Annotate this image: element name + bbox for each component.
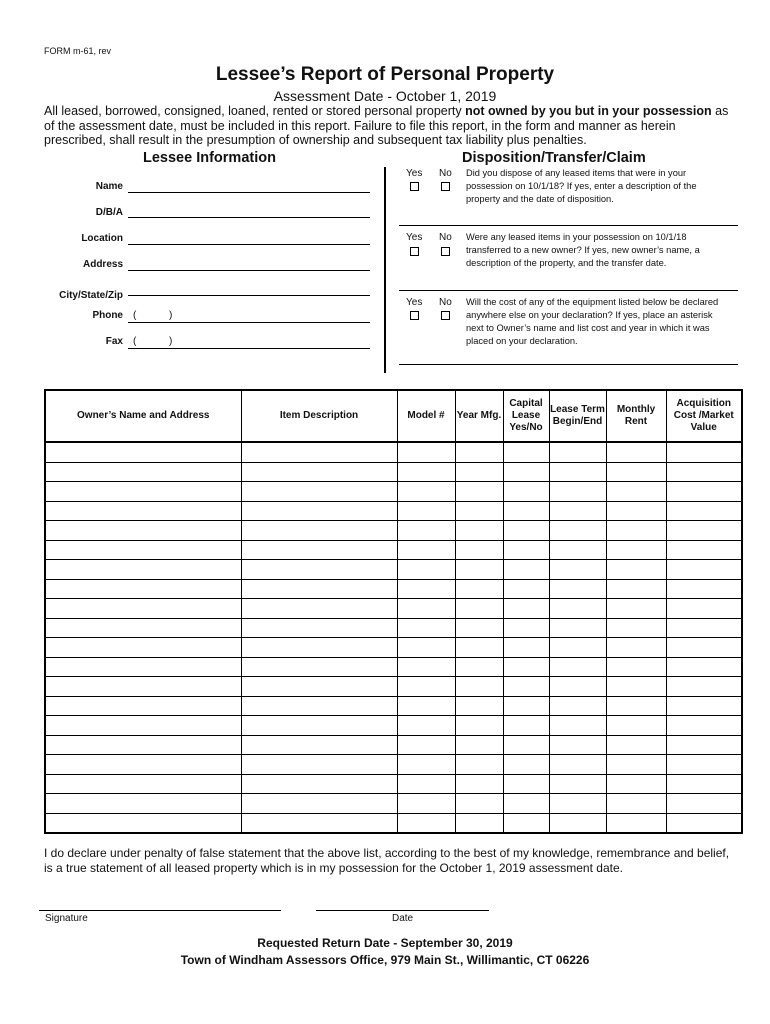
q2-yes-checkbox[interactable] xyxy=(410,247,419,256)
col-item-description: Item Description xyxy=(241,390,397,442)
form-code: FORM m-61, rev xyxy=(44,46,112,56)
table-cell[interactable] xyxy=(606,462,666,482)
name-label: Name xyxy=(95,181,123,192)
table-cell[interactable] xyxy=(45,657,241,677)
table-cell[interactable] xyxy=(503,462,549,482)
table-cell[interactable] xyxy=(549,716,606,736)
declaration-text: I do declare under penalty of false statement that the above list, according to the best of my knowledge, remembrance and belief, is a true statement of all leased property which is in my possession for the October 1, 2019 assessment date. xyxy=(44,846,730,875)
table-cell[interactable] xyxy=(455,755,503,775)
intro-paragraph xyxy=(44,104,734,148)
city-label: City/State/Zip xyxy=(59,290,123,301)
table-cell[interactable] xyxy=(549,774,606,794)
table-cell[interactable] xyxy=(503,716,549,736)
table-cell[interactable] xyxy=(397,813,455,833)
table-cell[interactable] xyxy=(241,560,397,580)
table-cell[interactable] xyxy=(45,521,241,541)
table-cell[interactable] xyxy=(45,442,241,462)
table-cell[interactable] xyxy=(503,677,549,697)
table-cell[interactable] xyxy=(549,540,606,560)
table-row xyxy=(45,618,742,638)
table-cell[interactable] xyxy=(549,579,606,599)
q2-no-label: No xyxy=(439,232,452,243)
table-cell[interactable] xyxy=(45,462,241,482)
table-cell[interactable] xyxy=(666,638,742,658)
table-cell[interactable] xyxy=(606,540,666,560)
table-cell[interactable] xyxy=(455,716,503,736)
q1-no-checkbox[interactable] xyxy=(441,182,450,191)
table-row xyxy=(45,716,742,736)
q1-divider xyxy=(399,225,738,226)
table-header-row xyxy=(45,390,742,442)
date-line[interactable] xyxy=(316,910,489,911)
col-acquisition-cost: Acquisition Cost /Market Value xyxy=(666,390,742,442)
intro-text-2: as of the assessment date, must be included in this report. Failure to file this report, in the form and manner as herein prescribed, shall result in the presumption of ownership and subsequent tax liability plus penalties. xyxy=(44,104,729,147)
table-cell[interactable] xyxy=(397,794,455,814)
table-cell[interactable] xyxy=(397,482,455,502)
table-cell[interactable] xyxy=(503,813,549,833)
fax-label: Fax xyxy=(105,336,123,347)
table-cell[interactable] xyxy=(455,774,503,794)
signature-line[interactable] xyxy=(39,910,281,911)
dba-label: D/B/A xyxy=(95,207,123,218)
table-cell[interactable] xyxy=(606,696,666,716)
table-cell[interactable] xyxy=(397,462,455,482)
table-cell[interactable] xyxy=(45,482,241,502)
table-cell[interactable] xyxy=(549,599,606,619)
col-lease-term: Lease Term Begin/End xyxy=(549,390,606,442)
table-row xyxy=(45,774,742,794)
table-cell[interactable] xyxy=(606,442,666,462)
table-row xyxy=(45,579,742,599)
col-monthly-rent: Monthly Rent xyxy=(606,390,666,442)
table-cell[interactable] xyxy=(666,501,742,521)
table-cell[interactable] xyxy=(455,501,503,521)
q1-no-label: No xyxy=(439,168,452,179)
table-row xyxy=(45,462,742,482)
table-cell[interactable] xyxy=(45,618,241,638)
table-cell[interactable] xyxy=(666,521,742,541)
table-cell[interactable] xyxy=(45,677,241,697)
table-cell[interactable] xyxy=(549,442,606,462)
table-cell[interactable] xyxy=(397,774,455,794)
table-cell[interactable] xyxy=(606,813,666,833)
table-cell[interactable] xyxy=(606,657,666,677)
table-cell[interactable] xyxy=(606,560,666,580)
table-cell[interactable] xyxy=(666,794,742,814)
table-cell[interactable] xyxy=(455,482,503,502)
q2-yes-label: Yes xyxy=(406,232,423,243)
table-cell[interactable] xyxy=(397,599,455,619)
table-cell[interactable] xyxy=(666,716,742,736)
table-row xyxy=(45,501,742,521)
table-cell[interactable] xyxy=(241,501,397,521)
return-date: Requested Return Date - September 30, 2019 xyxy=(257,936,513,950)
table-cell[interactable] xyxy=(397,521,455,541)
table-cell[interactable] xyxy=(397,560,455,580)
table-row xyxy=(45,482,742,502)
table-cell[interactable] xyxy=(455,540,503,560)
table-cell[interactable] xyxy=(606,618,666,638)
table-cell[interactable] xyxy=(397,657,455,677)
table-cell[interactable] xyxy=(503,442,549,462)
table-row xyxy=(45,442,742,462)
table-row xyxy=(45,677,742,697)
table-cell[interactable] xyxy=(503,501,549,521)
table-cell[interactable] xyxy=(45,813,241,833)
table-cell[interactable] xyxy=(241,579,397,599)
table-cell[interactable] xyxy=(455,521,503,541)
lessee-heading: Lessee Information xyxy=(143,150,276,166)
table-cell[interactable] xyxy=(241,442,397,462)
table-row xyxy=(45,560,742,580)
table-cell[interactable] xyxy=(45,696,241,716)
q3-divider xyxy=(399,364,738,365)
table-cell[interactable] xyxy=(397,579,455,599)
table-cell[interactable] xyxy=(606,794,666,814)
table-cell[interactable] xyxy=(241,540,397,560)
table-cell[interactable] xyxy=(241,716,397,736)
table-cell[interactable] xyxy=(45,794,241,814)
table-row xyxy=(45,794,742,814)
date-label: Date xyxy=(392,913,414,924)
q3-yes-checkbox[interactable] xyxy=(410,311,419,320)
table-cell[interactable] xyxy=(455,442,503,462)
city-field[interactable] xyxy=(128,295,370,296)
section-divider xyxy=(384,167,386,373)
table-cell[interactable] xyxy=(45,735,241,755)
table-cell[interactable] xyxy=(397,696,455,716)
table-cell[interactable] xyxy=(397,442,455,462)
table-cell[interactable] xyxy=(666,560,742,580)
table-cell[interactable] xyxy=(666,774,742,794)
fax-field[interactable] xyxy=(128,348,370,349)
table-cell[interactable] xyxy=(606,638,666,658)
address-label: Address xyxy=(82,259,123,270)
table-cell[interactable] xyxy=(397,618,455,638)
table-row xyxy=(45,755,742,775)
table-row xyxy=(45,521,742,541)
table-cell[interactable] xyxy=(45,638,241,658)
table-cell[interactable] xyxy=(666,618,742,638)
q1-text: Did you dispose of any leased items that were in your possession on 10/1/18? If yes, enter a description of the property and the date of disposition. xyxy=(466,168,697,204)
table-cell[interactable] xyxy=(455,462,503,482)
col-model: Model # xyxy=(397,390,455,442)
table-cell[interactable] xyxy=(666,735,742,755)
table-cell[interactable] xyxy=(45,501,241,521)
table-cell[interactable] xyxy=(549,657,606,677)
table-cell[interactable] xyxy=(606,774,666,794)
table-cell[interactable] xyxy=(455,696,503,716)
col-capital-lease: Capital Lease Yes/No xyxy=(503,390,549,442)
phone-paren-close: ) xyxy=(169,310,173,321)
table-cell[interactable] xyxy=(455,599,503,619)
table-cell[interactable] xyxy=(45,560,241,580)
address-field[interactable] xyxy=(128,270,370,271)
table-row xyxy=(45,735,742,755)
table-cell[interactable] xyxy=(549,813,606,833)
table-cell[interactable] xyxy=(666,599,742,619)
page-title: Lessee’s Report of Personal Property xyxy=(215,64,555,85)
phone-paren-open: ( xyxy=(133,310,137,321)
table-cell[interactable] xyxy=(503,521,549,541)
location-label: Location xyxy=(81,233,123,244)
table-cell[interactable] xyxy=(397,677,455,697)
q3-text: Will the cost of any of the equipment listed below be declared anywhere else on your declaration? If yes, place an asterisk next to Owner’s name and list cost and year in which it was placed on your declaration. xyxy=(466,297,719,346)
table-cell[interactable] xyxy=(503,618,549,638)
phone-field[interactable] xyxy=(128,322,370,323)
table-cell[interactable] xyxy=(666,442,742,462)
q2-no-checkbox[interactable] xyxy=(441,247,450,256)
table-cell[interactable] xyxy=(241,774,397,794)
table-cell[interactable] xyxy=(397,755,455,775)
table-cell[interactable] xyxy=(241,599,397,619)
table-cell[interactable] xyxy=(549,638,606,658)
table-cell[interactable] xyxy=(241,482,397,502)
assessment-date: Assessment Date - October 1, 2019 xyxy=(273,88,497,104)
table-cell[interactable] xyxy=(503,794,549,814)
property-table xyxy=(44,389,743,834)
table-cell[interactable] xyxy=(241,618,397,638)
table-cell[interactable] xyxy=(455,579,503,599)
table-cell[interactable] xyxy=(606,677,666,697)
table-cell[interactable] xyxy=(549,696,606,716)
fax-paren-close: ) xyxy=(169,336,173,347)
q3-yes-label: Yes xyxy=(406,297,423,308)
q2-text: Were any leased items in your possession on 10/1/18 transferred to a new owner? If yes, new owner’s name, a description of the property, and the transfer date. xyxy=(466,232,700,268)
table-cell[interactable] xyxy=(666,657,742,677)
table-cell[interactable] xyxy=(241,462,397,482)
table-cell[interactable] xyxy=(455,735,503,755)
table-cell[interactable] xyxy=(503,774,549,794)
table-cell[interactable] xyxy=(241,677,397,697)
table-cell[interactable] xyxy=(241,521,397,541)
signature-label: Signature xyxy=(45,913,88,924)
col-owner: Owner’s Name and Address xyxy=(45,390,241,442)
table-cell[interactable] xyxy=(606,579,666,599)
table-cell[interactable] xyxy=(666,755,742,775)
table-cell[interactable] xyxy=(606,482,666,502)
table-cell[interactable] xyxy=(455,813,503,833)
table-cell[interactable] xyxy=(549,462,606,482)
table-cell[interactable] xyxy=(666,677,742,697)
table-cell[interactable] xyxy=(666,540,742,560)
table-cell[interactable] xyxy=(455,618,503,638)
table-cell[interactable] xyxy=(397,501,455,521)
table-cell[interactable] xyxy=(45,599,241,619)
table-cell[interactable] xyxy=(455,794,503,814)
table-cell[interactable] xyxy=(397,638,455,658)
table-cell[interactable] xyxy=(241,696,397,716)
table-cell[interactable] xyxy=(549,677,606,697)
table-cell[interactable] xyxy=(503,755,549,775)
table-cell[interactable] xyxy=(503,482,549,502)
table-cell[interactable] xyxy=(45,579,241,599)
table-cell[interactable] xyxy=(45,540,241,560)
table-cell[interactable] xyxy=(606,716,666,736)
intro-text-bold: not owned by you but in your possession xyxy=(465,104,712,118)
table-row xyxy=(45,540,742,560)
table-cell[interactable] xyxy=(241,794,397,814)
table-cell[interactable] xyxy=(503,638,549,658)
table-cell[interactable] xyxy=(45,755,241,775)
table-cell[interactable] xyxy=(503,579,549,599)
table-cell[interactable] xyxy=(606,521,666,541)
table-cell[interactable] xyxy=(666,813,742,833)
table-cell[interactable] xyxy=(241,638,397,658)
disposition-heading: Disposition/Transfer/Claim xyxy=(462,150,646,166)
table-cell[interactable] xyxy=(45,716,241,736)
name-field[interactable] xyxy=(128,192,370,193)
table-cell[interactable] xyxy=(503,696,549,716)
table-cell[interactable] xyxy=(503,599,549,619)
table-cell[interactable] xyxy=(455,677,503,697)
table-cell[interactable] xyxy=(241,735,397,755)
table-cell[interactable] xyxy=(241,657,397,677)
table-cell[interactable] xyxy=(666,482,742,502)
table-cell[interactable] xyxy=(45,774,241,794)
table-cell[interactable] xyxy=(549,560,606,580)
table-cell[interactable] xyxy=(455,657,503,677)
table-row xyxy=(45,599,742,619)
table-row xyxy=(45,813,742,833)
dba-field[interactable] xyxy=(128,217,370,218)
table-cell[interactable] xyxy=(397,540,455,560)
table-cell[interactable] xyxy=(241,755,397,775)
table-cell[interactable] xyxy=(241,813,397,833)
city-label-clip xyxy=(0,287,140,301)
table-cell[interactable] xyxy=(606,501,666,521)
q1-yes-checkbox[interactable] xyxy=(410,182,419,191)
table-cell[interactable] xyxy=(455,560,503,580)
table-cell[interactable] xyxy=(549,755,606,775)
table-cell[interactable] xyxy=(606,735,666,755)
q3-no-checkbox[interactable] xyxy=(441,311,450,320)
table-cell[interactable] xyxy=(606,599,666,619)
table-cell[interactable] xyxy=(455,638,503,658)
location-field[interactable] xyxy=(128,244,370,245)
table-row xyxy=(45,696,742,716)
table-cell[interactable] xyxy=(549,501,606,521)
q2-divider xyxy=(399,290,738,291)
table-cell[interactable] xyxy=(549,482,606,502)
col-year-mfg: Year Mfg. xyxy=(455,390,503,442)
table-cell[interactable] xyxy=(397,735,455,755)
q1-yes-label: Yes xyxy=(406,168,423,179)
table-cell[interactable] xyxy=(503,657,549,677)
table-row xyxy=(45,657,742,677)
table-cell[interactable] xyxy=(549,735,606,755)
office-address: Town of Windham Assessors Office, 979 Main St., Willimantic, CT 06226 xyxy=(180,953,590,967)
table-cell[interactable] xyxy=(666,579,742,599)
intro-text-1: All leased, borrowed, consigned, loaned, rented or stored personal property xyxy=(44,104,466,118)
q3-no-label: No xyxy=(439,297,452,308)
table-cell[interactable] xyxy=(666,696,742,716)
table-cell[interactable] xyxy=(549,618,606,638)
table-cell[interactable] xyxy=(397,716,455,736)
table-cell[interactable] xyxy=(503,735,549,755)
phone-label: Phone xyxy=(92,310,123,321)
table-cell[interactable] xyxy=(503,540,549,560)
table-cell[interactable] xyxy=(606,755,666,775)
fax-paren-open: ( xyxy=(133,336,137,347)
table-cell[interactable] xyxy=(549,521,606,541)
table-cell[interactable] xyxy=(503,560,549,580)
table-row xyxy=(45,638,742,658)
table-cell[interactable] xyxy=(549,794,606,814)
table-cell[interactable] xyxy=(666,462,742,482)
